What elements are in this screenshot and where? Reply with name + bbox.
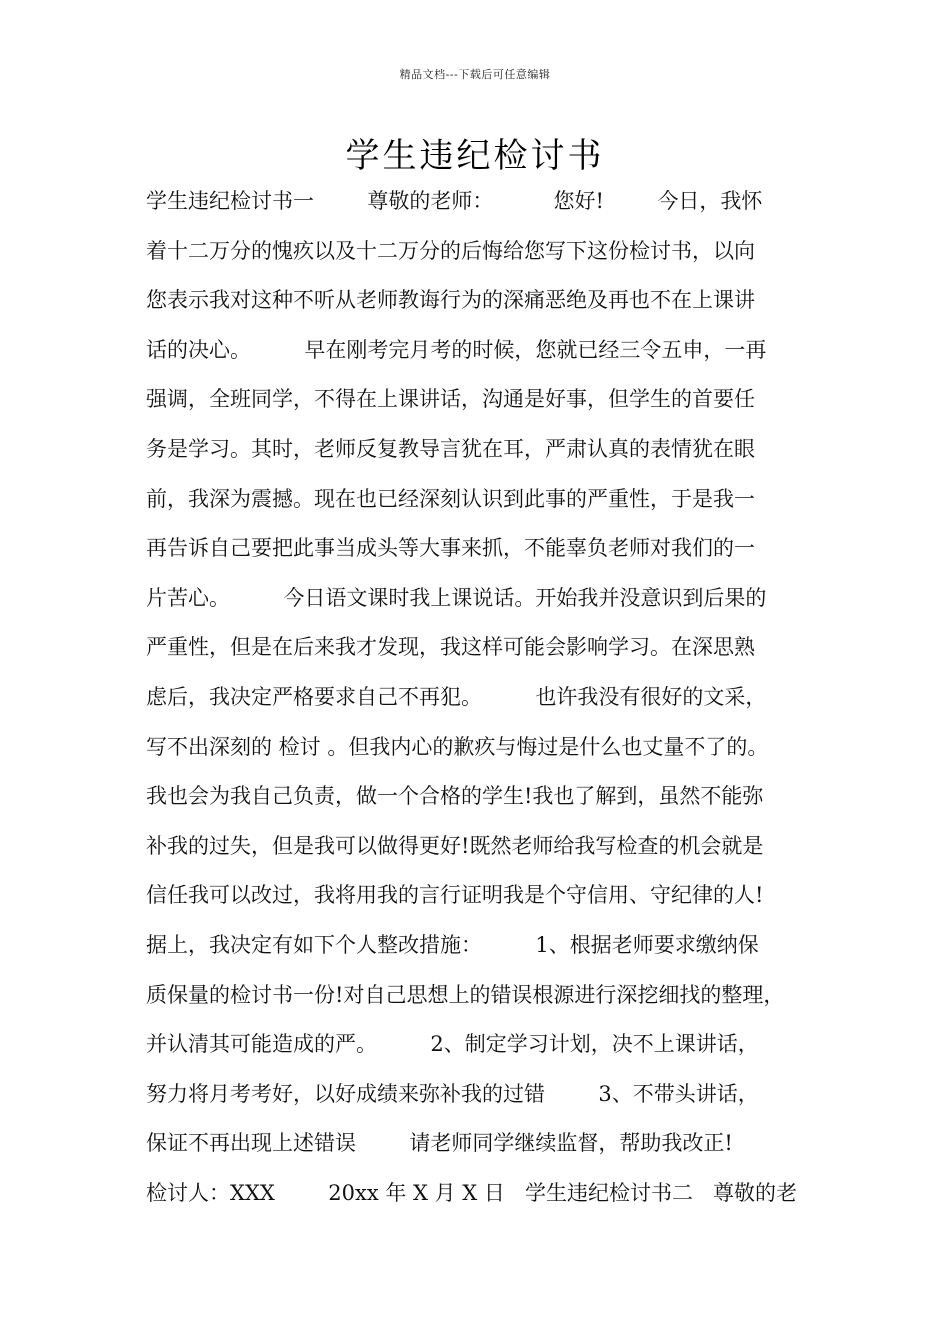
text-line: 保证不再出现上述错误 请老师同学继续监督，帮助我改正! — [146, 1131, 733, 1156]
text-line: 写不出深刻的 检讨 。但我内心的歉疚与悔过是什么也丈量不了的。 — [146, 734, 769, 759]
text-line: 质保量的检讨书一份!对自己思想上的错误根源进行深挖细找的整理， — [146, 982, 785, 1007]
text-line: 务是学习。其时，老师反复教导言犹在耳，严肃认真的表情犹在眼 — [146, 436, 755, 461]
text-line: 补我的过失，但是我可以做得更好!既然老师给我写检查的机会就是 — [146, 833, 764, 858]
document-title: 学生违纪检讨书 — [345, 136, 605, 176]
header-note: 精品文档---下载后可任意编辑 — [399, 68, 551, 81]
text-line: 信任我可以改过，我将用我的言行证明我是个守信用、守纪律的人! — [146, 883, 764, 908]
text-line: 片苦心。 今日语文课时我上课说话。开始我并没意识到后果的 — [146, 585, 767, 610]
text-line: 话的决心。 早在刚考完月考的时候，您就已经三令五申，一再 — [146, 337, 767, 362]
text-line: 前，我深为震撼。现在也已经深刻认识到此事的严重性，于是我一 — [146, 486, 755, 511]
text-line: 检讨人：XXX 20xx 年 X 月 X 日 学生违纪检讨书二 尊敬的老 — [146, 1180, 797, 1205]
text-line: 并认清其可能造成的严。 2、制定学习计划，决不上课讲话， — [146, 1032, 759, 1057]
text-line: 您表示我对这种不听从老师教诲行为的深痛恶绝及再也不在上课讲 — [146, 288, 755, 313]
text-line: 着十二万分的愧疚以及十二万分的后悔给您写下这份检讨书，以向 — [146, 238, 755, 263]
text-line: 努力将月考考好，以好成绩来弥补我的过错 3、不带头讲话， — [146, 1081, 759, 1106]
text-line: 学生违纪检讨书一 尊敬的老师： 您好! 今日，我怀 — [146, 189, 763, 213]
text-line: 强调，全班同学，不得在上课讲话，沟通是好事，但学生的首要任 — [146, 387, 755, 412]
body-text — [146, 180, 846, 1221]
text-line: 再告诉自己要把此事当成头等大事来抓，不能辜负老师对我们的一 — [146, 536, 755, 561]
text-line: 据上，我决定有如下个人整改措施： 1、根据老师要求缴纳保 — [146, 932, 759, 957]
text-line: 我也会为我自己负责，做一个合格的学生!我也了解到，虽然不能弥 — [146, 784, 764, 809]
text-line: 严重性，但是在后来我才发现，我这样可能会影响学习。在深思熟 — [146, 635, 755, 660]
text-line: 虑后，我决定严格要求自己不再犯。 也许我没有很好的文采， — [146, 684, 767, 709]
